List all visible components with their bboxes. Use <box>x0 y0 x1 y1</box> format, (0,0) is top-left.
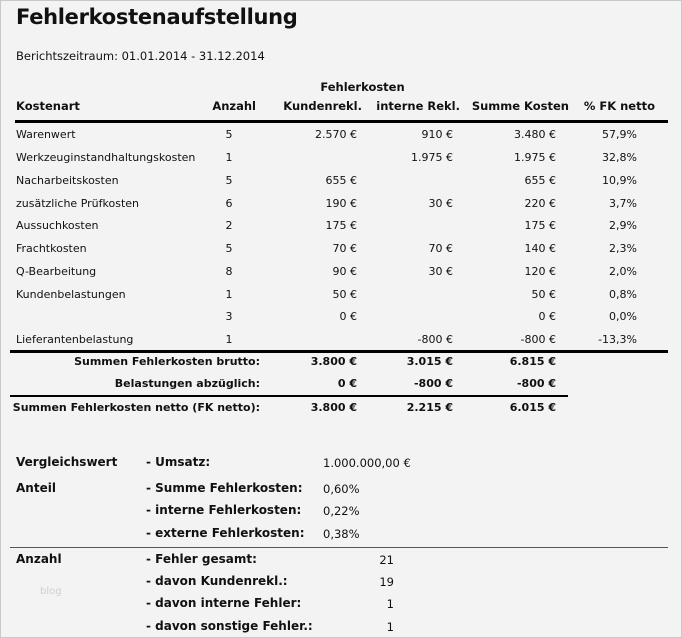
cell-kostenart: Frachtkosten <box>16 242 87 255</box>
cell-kostenart: Warenwert <box>16 128 76 141</box>
cell-kostenart: Nacharbeitskosten <box>16 174 119 187</box>
cell-anzahl: 6 <box>225 197 233 210</box>
header-divider <box>15 120 668 123</box>
cell-kostenart: Werkzeuginstandhaltungskosten <box>16 151 196 164</box>
cell-kostenart: Kundenbelastungen <box>16 288 126 301</box>
cell-anzahl: 2 <box>225 219 233 232</box>
cell-pct-fk-netto: 2,0% <box>609 265 637 278</box>
cell-kostenart: Q-Bearbeitung <box>16 265 97 278</box>
anteil-item-label: - Summe Fehlerkosten: <box>146 481 303 495</box>
cell-kundenrekl: 655 € <box>325 174 357 187</box>
totals-summe-kosten: -800 € <box>516 377 556 390</box>
cell-pct-fk-netto: 57,9% <box>602 128 637 141</box>
anzahl-divider <box>10 547 668 548</box>
cell-summe-kosten: 220 € <box>524 197 556 210</box>
anteil-item-label: - externe Fehlerkosten: <box>146 526 305 540</box>
anzahl-item-label: - davon sonstige Fehler.: <box>146 619 313 633</box>
cell-summe-kosten: 655 € <box>524 174 556 187</box>
netto-divider <box>10 395 568 397</box>
totals-interne-rekl: 2.215 € <box>406 401 453 414</box>
cell-kundenrekl: 190 € <box>325 197 357 210</box>
watermark: blog <box>40 586 62 597</box>
cell-kostenart: Aussuchkosten <box>16 219 99 232</box>
cell-pct-fk-netto: -13,3% <box>598 333 637 346</box>
umsatz-label: - Umsatz: <box>146 455 211 469</box>
cell-anzahl: 1 <box>225 333 233 346</box>
totals-kundenrekl: 3.800 € <box>310 355 357 368</box>
cell-anzahl: 3 <box>225 310 233 323</box>
cell-anzahl: 5 <box>225 242 233 255</box>
umsatz-value: 1.000.000,00 € <box>323 456 411 470</box>
totals-divider <box>10 350 668 353</box>
header-summe-kosten: Summe Kosten <box>471 99 569 113</box>
cell-summe-kosten: 120 € <box>524 265 556 278</box>
report-period: Berichtszeitraum: 01.01.2014 - 31.12.2014 <box>16 49 265 63</box>
vergleichswert-label: Vergleichswert <box>16 455 118 469</box>
page-title: Fehlerkostenaufstellung <box>16 5 298 29</box>
cell-anzahl: 5 <box>225 174 233 187</box>
cell-pct-fk-netto: 2,3% <box>609 242 637 255</box>
cell-anzahl: 5 <box>225 128 233 141</box>
cell-summe-kosten: 0 € <box>538 310 556 323</box>
cell-kundenrekl: 0 € <box>339 310 357 323</box>
cell-interne-rekl: 910 € <box>421 128 453 141</box>
totals-interne-rekl: -800 € <box>413 377 453 390</box>
cell-pct-fk-netto: 0,8% <box>609 288 637 301</box>
anteil-item-label: - interne Fehlerkosten: <box>146 503 302 517</box>
anzahl-item-value: 1 <box>386 620 394 634</box>
anzahl-label: Anzahl <box>16 552 62 566</box>
cell-summe-kosten: 1.975 € <box>514 151 556 164</box>
header-kostenart: Kostenart <box>16 99 80 113</box>
anzahl-item-value: 1 <box>386 597 394 611</box>
cell-kostenart: zusätzliche Prüfkosten <box>16 197 139 210</box>
cell-pct-fk-netto: 3,7% <box>609 197 637 210</box>
cell-interne-rekl: 30 € <box>428 197 453 210</box>
totals-label: Summen Fehlerkosten brutto: <box>74 355 260 368</box>
anteil-item-value: 0,22% <box>323 504 360 518</box>
anzahl-item-value: 19 <box>379 575 394 589</box>
totals-kundenrekl: 0 € <box>337 377 357 390</box>
anzahl-item-value: 21 <box>379 553 394 567</box>
cell-pct-fk-netto: 2,9% <box>609 219 637 232</box>
cell-kostenart: Lieferantenbelastung <box>16 333 134 346</box>
cell-interne-rekl: 30 € <box>428 265 453 278</box>
cell-summe-kosten: 140 € <box>524 242 556 255</box>
header-anzahl: Anzahl <box>212 99 256 113</box>
cell-summe-kosten: 50 € <box>531 288 556 301</box>
header-kundenrekl: Kundenrekl. <box>283 99 362 113</box>
totals-summe-kosten: 6.015 € <box>509 401 556 414</box>
cell-kundenrekl: 175 € <box>325 219 357 232</box>
totals-interne-rekl: 3.015 € <box>406 355 453 368</box>
cell-anzahl: 8 <box>225 265 233 278</box>
cell-kundenrekl: 90 € <box>332 265 357 278</box>
header-group-fehlerkosten: Fehlerkosten <box>320 80 405 94</box>
anzahl-item-label: - davon Kundenrekl.: <box>146 574 288 588</box>
cell-pct-fk-netto: 0,0% <box>609 310 637 323</box>
cell-summe-kosten: 175 € <box>524 219 556 232</box>
totals-kundenrekl: 3.800 € <box>310 401 357 414</box>
header-pct-fk-netto: % FK netto <box>583 99 655 113</box>
cell-pct-fk-netto: 10,9% <box>602 174 637 187</box>
cell-anzahl: 1 <box>225 151 233 164</box>
cell-summe-kosten: 3.480 € <box>514 128 556 141</box>
cell-kundenrekl: 70 € <box>332 242 357 255</box>
cell-summe-kosten: -800 € <box>520 333 556 346</box>
totals-summe-kosten: 6.815 € <box>509 355 556 368</box>
header-interne-rekl: interne Rekl. <box>376 99 460 113</box>
anzahl-item-label: - Fehler gesamt: <box>146 552 257 566</box>
cell-anzahl: 1 <box>225 288 233 301</box>
cell-interne-rekl: 1.975 € <box>411 151 453 164</box>
totals-label: Belastungen abzüglich: <box>114 377 260 390</box>
cell-pct-fk-netto: 32,8% <box>602 151 637 164</box>
cell-kundenrekl: 2.570 € <box>315 128 357 141</box>
anzahl-item-label: - davon interne Fehler: <box>146 596 302 610</box>
anteil-item-value: 0,60% <box>323 482 360 496</box>
cell-kundenrekl: 50 € <box>332 288 357 301</box>
cell-interne-rekl: 70 € <box>428 242 453 255</box>
anteil-item-value: 0,38% <box>323 527 360 541</box>
totals-label: Summen Fehlerkosten netto (FK netto): <box>12 401 260 414</box>
cell-interne-rekl: -800 € <box>417 333 453 346</box>
anteil-label: Anteil <box>16 481 56 495</box>
